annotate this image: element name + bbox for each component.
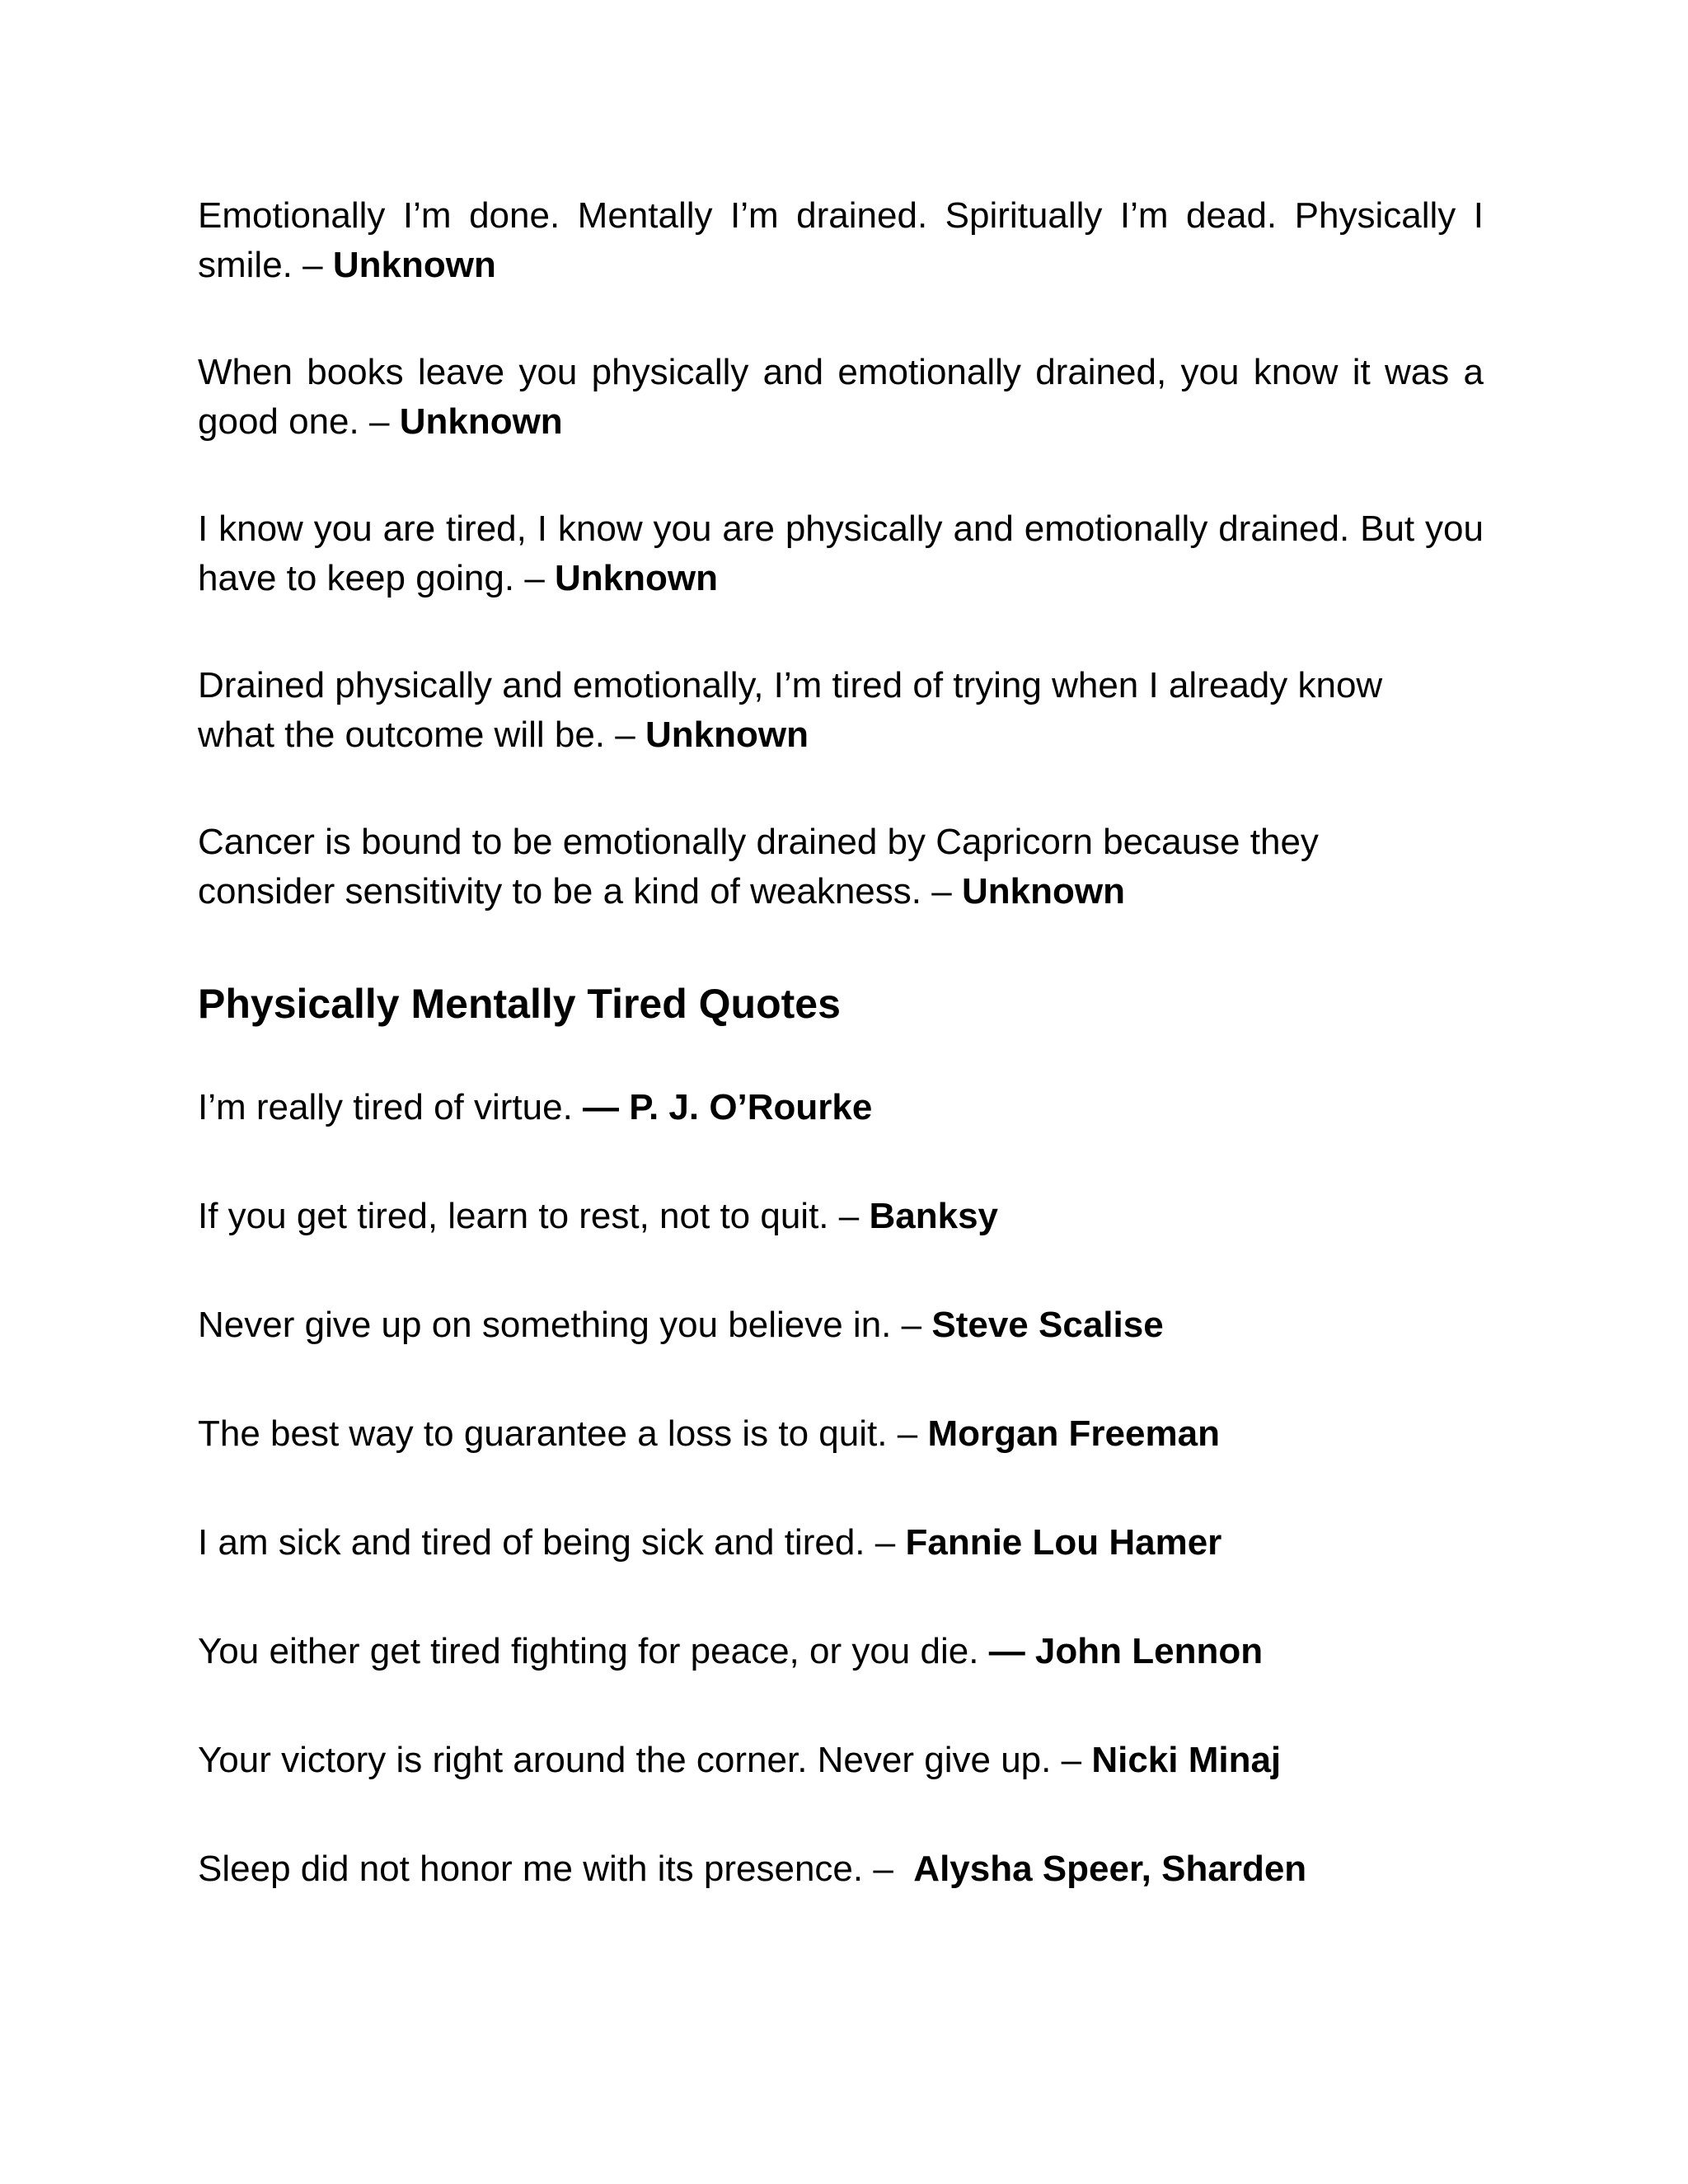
quote-author: P. J. O’Rourke: [629, 1087, 873, 1127]
quote-text: If you get tired, learn to rest, not to quit.: [198, 1196, 829, 1236]
quote-separator: —: [988, 1631, 1025, 1671]
quote-text: Drained physically and emotionally, I’m tired of trying when I already know what the outcome will be.: [198, 665, 1383, 755]
quote-separator: –: [615, 715, 635, 755]
quote-paragraph: [198, 1301, 1484, 1350]
quote-separator: –: [368, 401, 390, 442]
quote-author: Unknown: [332, 245, 496, 285]
quote-author: John Lennon: [1034, 1631, 1264, 1671]
quote-author: Banksy: [869, 1196, 999, 1236]
section-heading: Physically Mentally Tired Quotes: [198, 981, 841, 1027]
quote-author: Steve Scalise: [931, 1305, 1164, 1345]
quote-author: Unknown: [645, 715, 809, 755]
quote-separator: –: [931, 871, 952, 912]
quote-separator: –: [897, 1413, 918, 1454]
quote-paragraph: [198, 1736, 1484, 1785]
quote-text: You either get tired fighting for peace, or you die.: [198, 1631, 979, 1671]
quote-separator: –: [524, 558, 545, 598]
quote-author: Nicki Minaj: [1091, 1740, 1282, 1780]
quote-separator: –: [873, 1849, 893, 1889]
quote-separator: –: [874, 1522, 896, 1563]
quote-author: Unknown: [399, 401, 563, 442]
quote-paragraph: [198, 1844, 1484, 1894]
quote-text: Your victory is right around the corner. Never give up.: [198, 1740, 1052, 1780]
quote-paragraph: [198, 1192, 1484, 1241]
quote-text: I know you are tired, I know you are physically and emotionally drained. But you have to keep going.: [198, 509, 1484, 598]
quote-author: Unknown: [555, 558, 719, 598]
quote-paragraph: [198, 348, 1484, 447]
quote-author: Fannie Lou Hamer: [905, 1522, 1222, 1563]
quote-text: I am sick and tired of being sick and tired.: [198, 1522, 865, 1563]
quote-separator: –: [838, 1196, 860, 1236]
quote-author: Alysha Speer, Sharden: [913, 1849, 1307, 1889]
quote-separator: —: [583, 1087, 620, 1127]
quote-text: Cancer is bound to be emotionally drained by Capricorn because they consider sensitivity to be a kind of weakness.: [198, 822, 1319, 912]
quote-paragraph: [198, 1627, 1484, 1676]
quote-paragraph: [198, 1083, 1484, 1132]
quote-paragraph: [198, 1518, 1484, 1568]
quote-separator: –: [1061, 1740, 1082, 1780]
quote-text: I’m really tired of virtue.: [198, 1087, 573, 1127]
quote-separator: –: [302, 245, 323, 285]
quote-paragraph: [198, 818, 1385, 916]
quote-author: Morgan Freeman: [927, 1413, 1220, 1454]
quote-text: Emotionally I’m done. Mentally I’m drained. Spiritually I’m dead. Physically I smile.: [198, 195, 1484, 285]
quote-separator: –: [901, 1305, 922, 1345]
quote-paragraph: [198, 661, 1434, 760]
quote-text: Never give up on something you believe in.: [198, 1305, 892, 1345]
quote-text: Sleep did not honor me with its presence.: [198, 1849, 864, 1889]
quote-paragraph: [198, 1409, 1484, 1459]
quote-text: When books leave you physically and emotionally drained, you know it was a good one.: [198, 352, 1484, 442]
quote-paragraph: [198, 191, 1484, 290]
quote-paragraph: [198, 504, 1484, 603]
quote-author: Unknown: [961, 871, 1125, 912]
quote-text: The best way to guarantee a loss is to quit.: [198, 1413, 888, 1454]
